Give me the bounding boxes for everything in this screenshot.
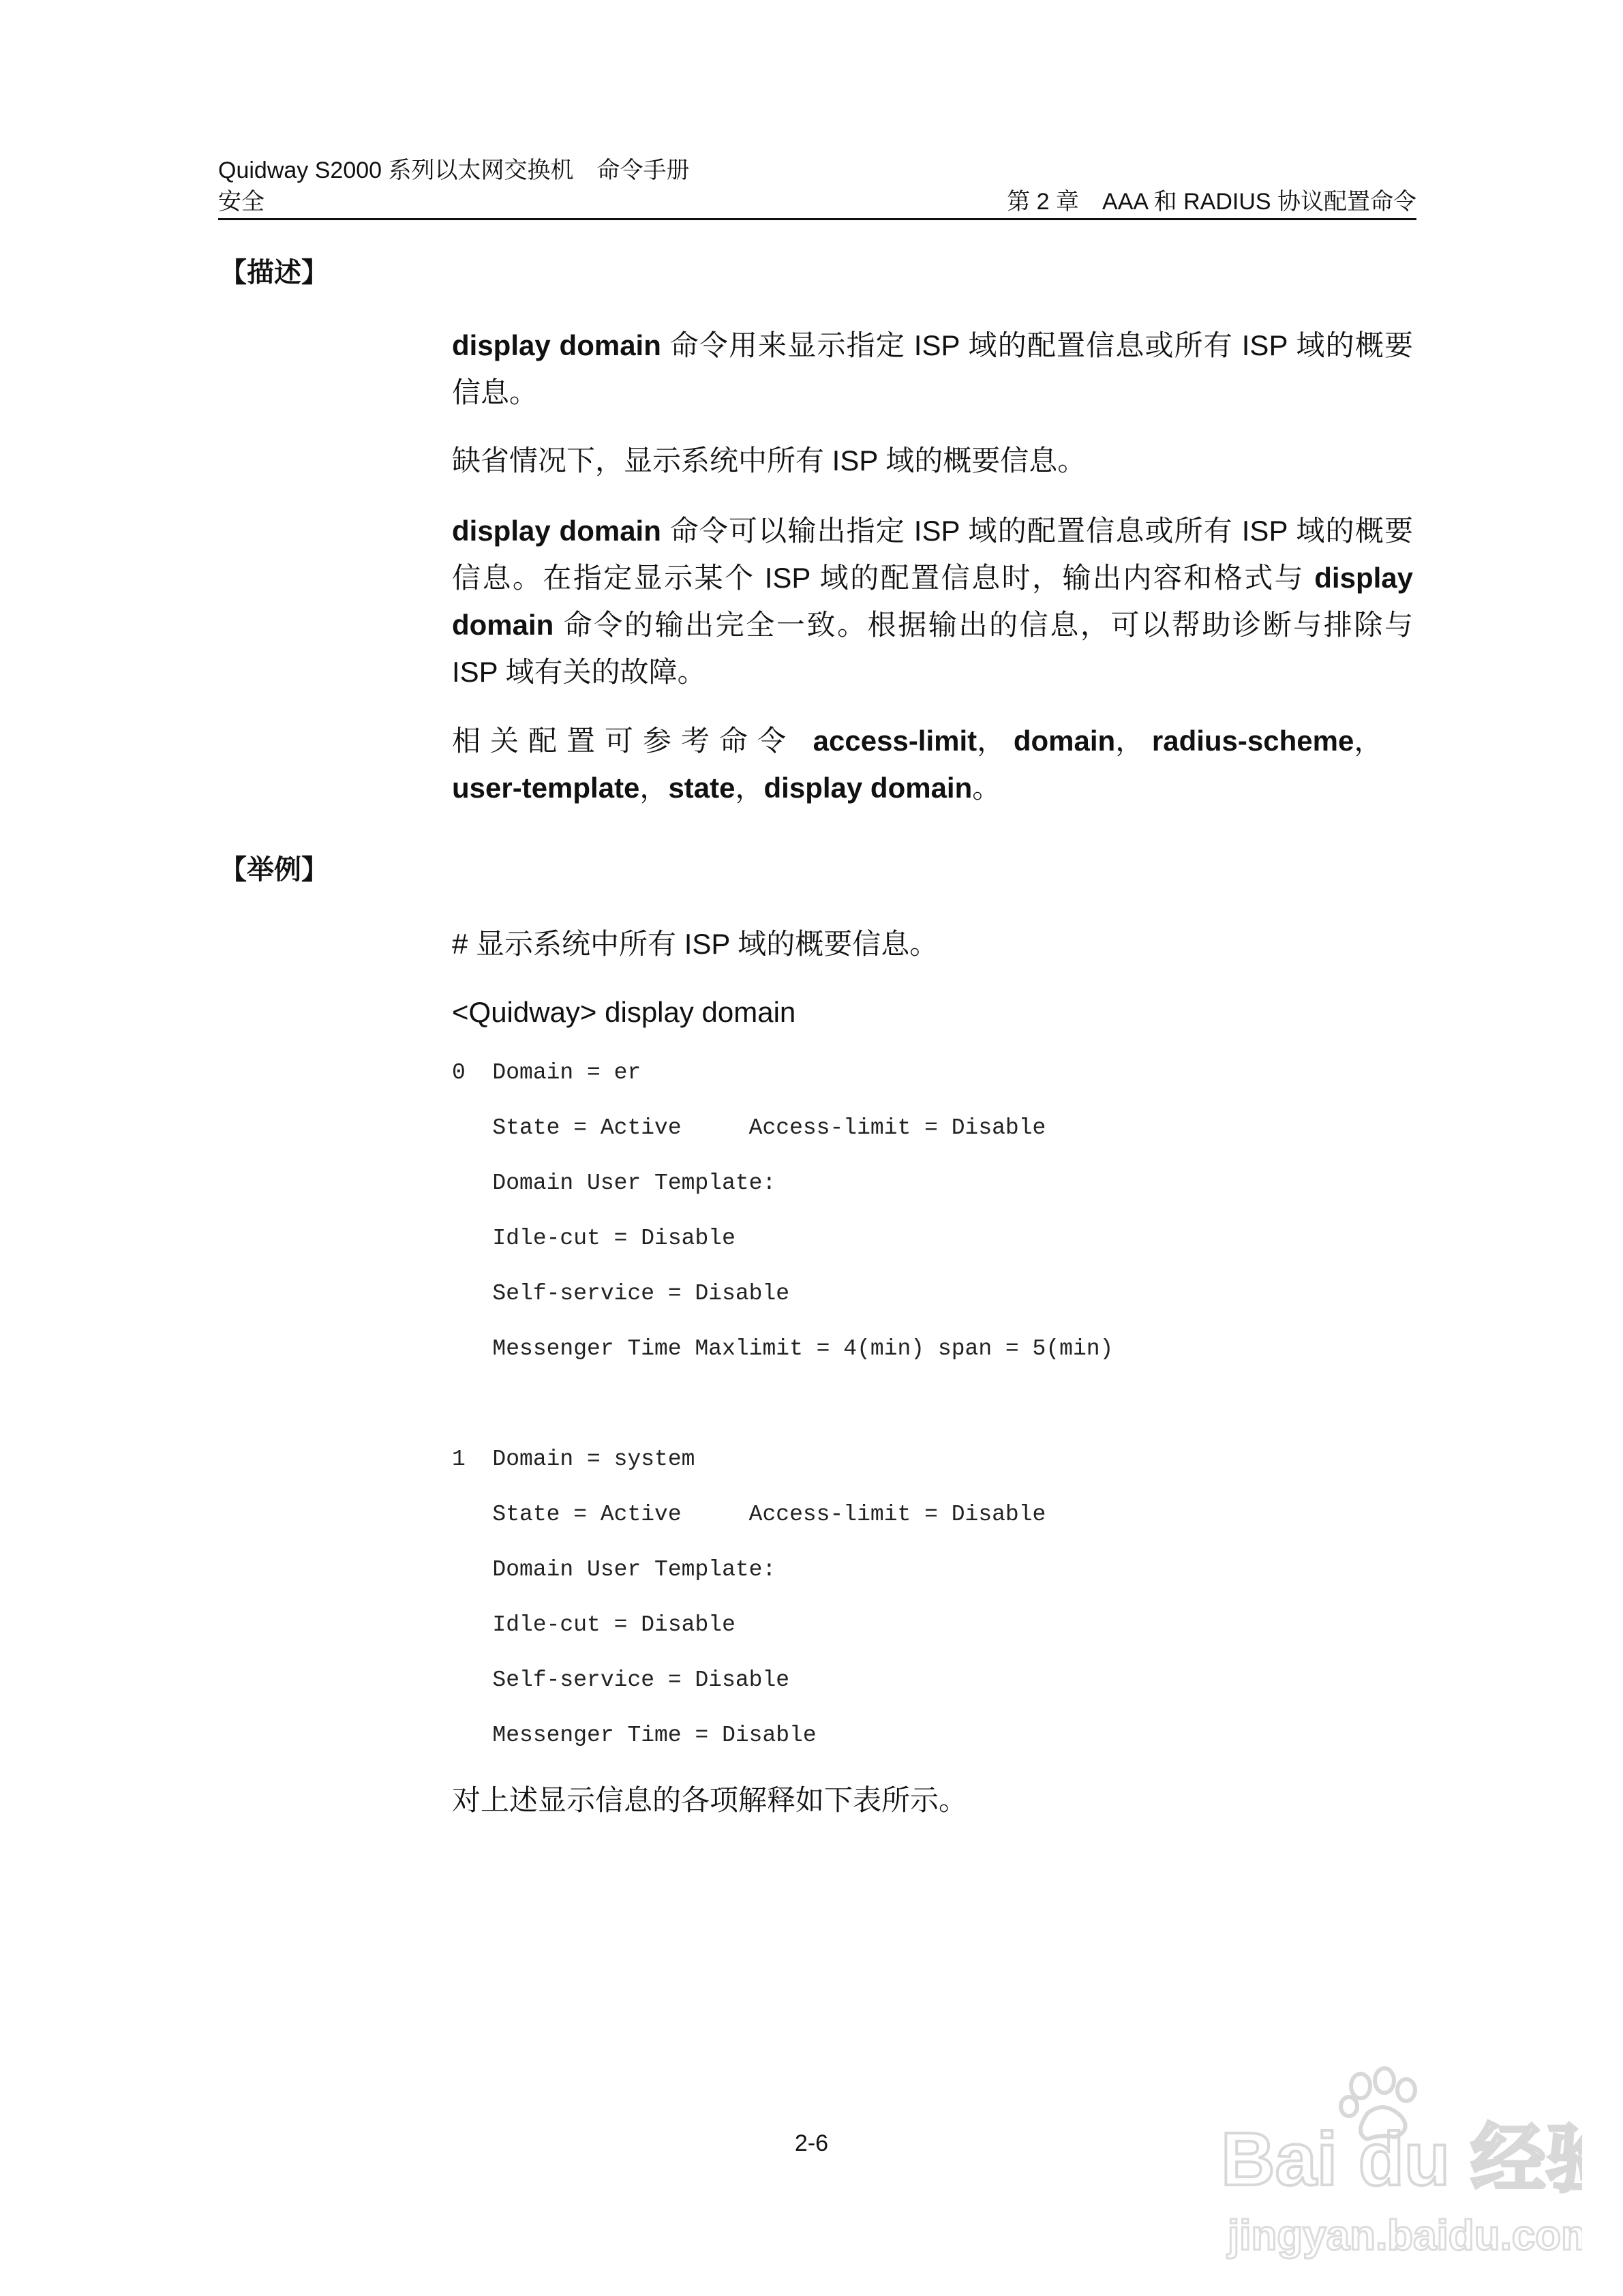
command-keyword: state bbox=[668, 772, 735, 804]
code-line: 0 Domain = er bbox=[452, 1060, 641, 1085]
separator: 。 bbox=[972, 772, 1001, 804]
separator: ， bbox=[977, 725, 1006, 757]
description-paragraph-3 bbox=[452, 507, 1413, 695]
example-command: <Quidway> display domain bbox=[452, 996, 796, 1028]
code-line: Messenger Time = Disable bbox=[452, 1723, 817, 1748]
watermark-url: jingyan.baidu.com bbox=[1228, 2212, 1582, 2259]
code-line: Idle-cut = Disable bbox=[452, 1612, 735, 1637]
code-line: Self-service = Disable bbox=[452, 1667, 790, 1693]
description-paragraph-2 bbox=[452, 437, 1413, 484]
baidu-paw-icon bbox=[1214, 2066, 1582, 2270]
command-keyword: display domain bbox=[452, 329, 661, 361]
header-rule bbox=[218, 218, 1416, 220]
header-chapter-title: 第 2 章 AAA 和 RADIUS 协议配置命令 bbox=[1007, 189, 1416, 215]
command-keyword: access-limit bbox=[813, 725, 977, 757]
command-keyword: radius-scheme bbox=[1151, 725, 1354, 757]
separator: ， bbox=[1354, 725, 1383, 757]
code-line: 1 Domain = system bbox=[452, 1447, 695, 1472]
command-keyword: display domain bbox=[452, 515, 661, 547]
code-line: Self-service = Disable bbox=[452, 1281, 790, 1306]
paragraph-text: 命令的输出完全一致。根据输出的信息，可以帮助诊断与排除与 ISP 域有关的故障。 bbox=[452, 609, 1413, 688]
code-line: Domain User Template: bbox=[452, 1170, 776, 1196]
command-keyword: user-template bbox=[452, 772, 640, 804]
code-line: Messenger Time Maxlimit = 4(min) span = 5(min) bbox=[452, 1336, 1114, 1361]
header-section-name: 安全 bbox=[218, 189, 264, 215]
description-paragraph-4 bbox=[452, 717, 1413, 811]
paragraph-text: 命令可以输出指定 ISP 域的配置信息或所有 ISP 域的概要信息。在指定显示某个 ISP 域的配置信息时，输出内容和格式与 bbox=[452, 515, 1413, 594]
code-line: Domain User Template: bbox=[452, 1557, 776, 1582]
command-keyword: display domain bbox=[763, 772, 973, 804]
header-manual-title: Quidway S2000 系列以太网交换机 命令手册 bbox=[218, 157, 690, 183]
paragraph-text: 缺省情况下，显示系统中所有 ISP 域的概要信息。 bbox=[452, 444, 1087, 477]
watermark-logo bbox=[1214, 2066, 1582, 2270]
example-after-text: 对上述显示信息的各项解释如下表所示。 bbox=[452, 1784, 968, 1816]
page-number: 2-6 bbox=[794, 2130, 829, 2156]
separator: ， bbox=[1115, 725, 1144, 757]
section-title-description: 【描述】 bbox=[219, 258, 329, 288]
code-line: State = Active Access-limit = Disable bbox=[452, 1502, 1046, 1527]
example-comment: # 显示系统中所有 ISP 域的概要信息。 bbox=[452, 928, 939, 960]
paragraph-text: 相关配置可参考命令 bbox=[452, 725, 813, 757]
section-title-example: 【举例】 bbox=[219, 855, 329, 885]
code-line: State = Active Access-limit = Disable bbox=[452, 1115, 1046, 1141]
code-line: Idle-cut = Disable bbox=[452, 1226, 735, 1251]
watermark-brand: Bai du 经验 bbox=[1221, 2117, 1582, 2201]
description-paragraph-1 bbox=[452, 322, 1413, 416]
command-keyword: display domain bbox=[452, 562, 1413, 641]
separator: ， bbox=[639, 772, 669, 804]
separator: ， bbox=[735, 772, 764, 804]
command-keyword: domain bbox=[1013, 725, 1116, 757]
paragraph-text: 命令用来显示指定 ISP 域的配置信息或所有 ISP 域的概要信息。 bbox=[452, 329, 1413, 408]
